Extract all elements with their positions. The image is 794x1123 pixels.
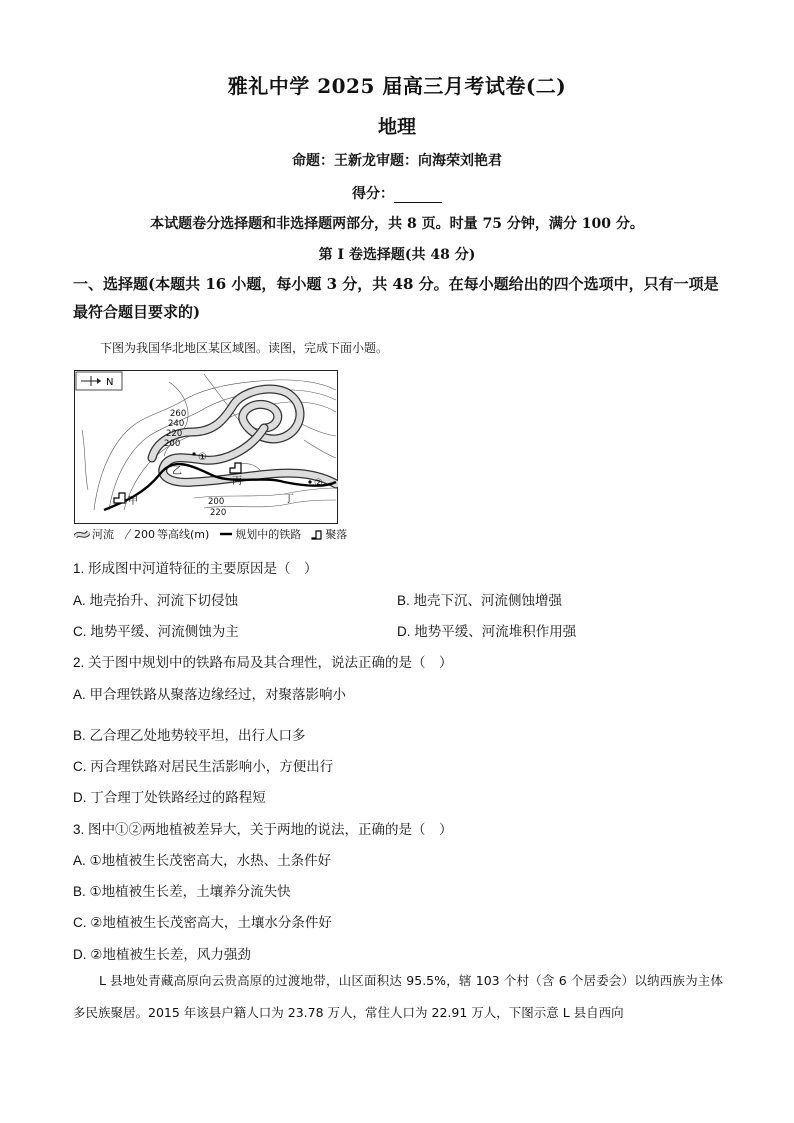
authors-line: 命题：王新龙审题：向海荣刘艳君	[292, 153, 502, 169]
contour-legend-icon	[124, 528, 132, 540]
north-label: N	[106, 377, 114, 388]
place-yi-label: 乙	[172, 466, 182, 477]
legend-river: 河流	[92, 528, 114, 541]
score-blank[interactable]	[394, 190, 442, 203]
legend-contour: 等高线(m)	[157, 528, 210, 541]
question-1-stem: 1. 形成图中河道特征的主要原因是（ ）	[73, 561, 318, 576]
question-1-option-b[interactable]: B. 地壳下沉、河流侧蚀增强	[397, 593, 563, 608]
score-line	[0, 183, 794, 203]
question-2-option-c[interactable]: C. 丙合理铁路对居民生活影响小，方便出行	[73, 759, 334, 774]
contour-label: 260	[170, 409, 187, 419]
section-title: 第 I 卷选择题(共 48 分)	[318, 247, 476, 263]
settlement-legend-icon	[311, 528, 323, 540]
question-3-option-d[interactable]: D. ②地植被生长差，风力强劲	[73, 947, 251, 962]
question-2-option-b[interactable]: B. 乙合理乙处地势较平坦，出行人口多	[73, 728, 306, 743]
legend-railway: 规划中的铁路	[235, 528, 302, 541]
question-lead: 下图为我国华北地区某区域图。读图，完成下面小题。	[100, 341, 389, 355]
map-legend	[74, 526, 353, 542]
railway-legend-icon	[219, 528, 233, 540]
question-2-option-a[interactable]: A. 甲合理铁路从聚落边缘经过，对聚落影响小	[73, 687, 347, 702]
question-1-option-d[interactable]: D. 地势平缓、河流堆积作用强	[397, 624, 577, 639]
question-2-stem: 2. 关于图中规划中的铁路布局及其合理性，说法正确的是（ ）	[73, 655, 453, 670]
exam-intro: 本试题卷分选择题和非选择题两部分，共 8 页。时量 75 分钟，满分 100 分。	[150, 216, 644, 232]
passage-text: L 县地处青藏高原向云贵高原的过渡地带，山区面积达 95.5%，辖 103 个村（含 6 个居委会）以纳西族为主体多民族聚居。2015 年该县户籍人口为 23.78 万人，常住人口为 22.91 万人，下图示意 L 县自西向	[73, 973, 723, 1020]
contour-label: 220	[210, 508, 227, 518]
passage-paragraph	[73, 965, 723, 1029]
score-label: 得分：	[352, 186, 394, 202]
question-3-stem: 3. 图中①②两地植被差异大，关于两地的说法，正确的是（ ）	[73, 822, 453, 837]
place-bing-label: 丙	[232, 476, 242, 487]
contour-label: 200	[208, 497, 225, 507]
subject-title: 地理	[377, 116, 416, 138]
river-legend-icon	[74, 528, 90, 540]
question-3-option-b[interactable]: B. ①地植被生长差，土壤养分流失快	[73, 884, 291, 899]
part1-heading: 一、选择题(本题共 16 小题，每小题 3 分，共 48 分。在每小题给出的四个选项中，只有一项是最符合题目要求的)	[73, 275, 719, 321]
question-1-option-c[interactable]: C. 地势平缓、河流侧蚀为主	[73, 624, 239, 639]
contour-label: 200	[164, 439, 181, 449]
north-arrow-icon	[76, 372, 122, 390]
exam-title: 雅礼中学 2025 届高三月考试卷(二)	[227, 74, 567, 98]
legend-contour-sample: 200	[134, 527, 155, 541]
question-3-option-a[interactable]: A. ①地植被生长茂密高大，水热、土条件好	[73, 853, 332, 868]
point-1-label: ①	[198, 452, 207, 463]
region-map	[74, 370, 338, 524]
question-3-option-c[interactable]: C. ②地植被生长茂密高大，土壤水分条件好	[73, 915, 332, 930]
point-2-label: ②	[314, 478, 323, 489]
place-ding-label: 丁	[284, 494, 294, 505]
question-2-option-d[interactable]: D. 丁合理丁处铁路经过的路程短	[73, 790, 266, 805]
place-jia-label: 甲	[128, 496, 138, 507]
question-1-option-a[interactable]: A. 地壳抬升、河流下切侵蚀	[73, 593, 239, 608]
legend-settlement: 聚落	[325, 528, 348, 541]
contour-label: 220	[166, 429, 183, 439]
contour-label: 240	[168, 419, 185, 429]
